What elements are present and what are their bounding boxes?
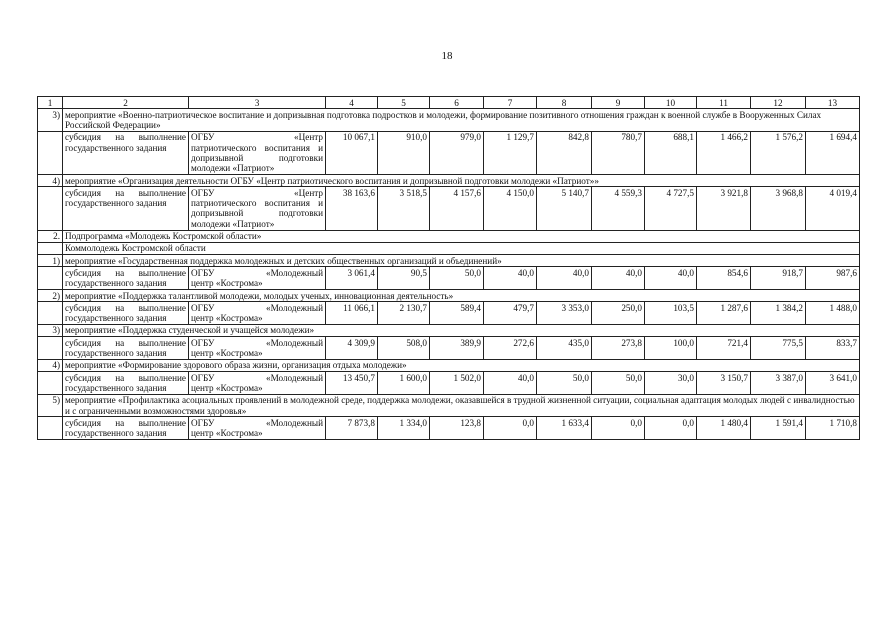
value-cell: 721,4 [697,337,751,360]
item-name: субсидия на выполнение государственного задания [63,417,189,440]
organization-name-rest: центр «Кострома» [191,313,263,324]
value-cell: 4 150,0 [484,187,537,230]
value-cell: 50,0 [592,372,645,395]
header-cell: 3 [189,97,326,109]
organization-cell [189,417,326,440]
item-name: субсидия на выполнение государственного задания [63,267,189,290]
organization-name-start: «Молодежный [265,372,323,383]
organization-type: ОГБУ [191,187,215,198]
event-row [38,230,860,242]
value-cell: 589,4 [430,302,484,325]
row-index [38,242,63,254]
row-index: 2. [38,230,63,242]
header-cell: 4 [326,97,378,109]
organization-type: ОГБУ [191,132,215,143]
value-cell: 1 384,2 [751,302,806,325]
value-cell: 3 641,0 [806,372,860,395]
value-cell: 272,6 [484,337,537,360]
header-cell: 13 [806,97,860,109]
value-cell: 780,7 [592,131,645,174]
organization-name-rest: центр «Кострома» [191,382,263,393]
value-cell: 0,0 [484,417,537,440]
empty-index-cell [38,267,63,290]
value-cell: 50,0 [537,372,592,395]
value-cell: 4 157,6 [430,187,484,230]
value-cell: 1 129,7 [484,131,537,174]
organization-name-start: «Центр [294,187,323,198]
value-cell: 3 353,0 [537,302,592,325]
value-cell: 1 480,4 [697,417,751,440]
organization-first-line [191,303,323,313]
value-cell: 1 600,0 [378,372,430,395]
value-cell: 3 518,5 [378,187,430,230]
organization-name-start: «Молодежный [265,302,323,313]
item-name: субсидия на выполнение государственного задания [63,372,189,395]
row-index: 4) [38,359,63,371]
organization-type: ОГБУ [191,372,215,383]
row-index: 3) [38,324,63,336]
header-cell: 1 [38,97,63,109]
empty-index-cell [38,187,63,230]
organization-cell [189,372,326,395]
organization-name-rest: патриотического воспитания и допризывной подготовки молодежи «Патриот» [191,142,323,174]
item-name: субсидия на выполнение государственного задания [63,131,189,174]
value-cell: 1 576,2 [751,131,806,174]
header-cell: 2 [63,97,189,109]
data-row [38,131,860,174]
item-name: субсидия на выполнение государственного задания [63,337,189,360]
organization-name-rest: патриотического воспитания и допризывной подготовки молодежи «Патриот» [191,198,323,229]
value-cell: 918,7 [751,267,806,290]
value-cell: 1 466,2 [697,131,751,174]
header-cell: 8 [537,97,592,109]
organization-first-line [191,338,323,348]
organization-name-start: «Молодежный [265,267,323,278]
value-cell: 40,0 [645,267,697,290]
organization-type: ОГБУ [191,302,215,313]
header-cell: 10 [645,97,697,109]
organization-cell [189,337,326,360]
header-cell: 12 [751,97,806,109]
event-row [38,242,860,254]
organization-first-line [191,373,323,383]
empty-index-cell [38,302,63,325]
header-cell: 5 [378,97,430,109]
value-cell: 40,0 [484,267,537,290]
value-cell: 1 334,0 [378,417,430,440]
value-cell: 842,8 [537,131,592,174]
value-cell: 389,9 [430,337,484,360]
value-cell: 3 968,8 [751,187,806,230]
event-row [38,255,860,267]
empty-index-cell [38,337,63,360]
event-title: Подпрограмма «Молодежь Костромской области» [63,230,860,242]
value-cell: 5 140,7 [537,187,592,230]
organization-cell [189,302,326,325]
event-row [38,290,860,302]
organization-cell [189,131,326,174]
organization-name-start: «Центр [294,132,323,143]
data-row [38,267,860,290]
organization-first-line [191,188,323,198]
data-row [38,372,860,395]
event-title: мероприятие «Государственная поддержка молодежных и детских общественных организаций и объединений» [63,255,860,267]
row-index: 2) [38,290,63,302]
value-cell: 0,0 [645,417,697,440]
value-cell: 1 633,4 [537,417,592,440]
value-cell: 3 150,7 [697,372,751,395]
header-cell: 7 [484,97,537,109]
value-cell: 40,0 [592,267,645,290]
value-cell: 775,5 [751,337,806,360]
event-row [38,175,860,187]
value-cell: 30,0 [645,372,697,395]
event-row [38,359,860,371]
value-cell: 1 502,0 [430,372,484,395]
value-cell: 2 130,7 [378,302,430,325]
organization-type: ОГБУ [191,267,215,278]
value-cell: 3 921,8 [697,187,751,230]
value-cell: 1 591,4 [751,417,806,440]
organization-first-line [191,132,323,142]
value-cell: 4 559,3 [592,187,645,230]
row-index: 3) [38,109,63,132]
page-number: 18 [441,50,453,62]
value-cell: 103,5 [645,302,697,325]
event-row [38,324,860,336]
row-index: 1) [38,255,63,267]
organization-name-start: «Молодежный [265,417,323,428]
value-cell: 1 710,8 [806,417,860,440]
value-cell: 1 488,0 [806,302,860,325]
value-cell: 11 066,1 [326,302,378,325]
value-cell: 3 387,0 [751,372,806,395]
event-title: мероприятие «Поддержка студенческой и учащейся молодежи» [63,324,860,336]
data-row [38,337,860,360]
data-row [38,187,860,230]
header-cell: 11 [697,97,751,109]
value-cell: 7 873,8 [326,417,378,440]
event-title: мероприятие «Военно-патриотическое воспитание и допризывная подготовка подростков и молодежи, формирование позитивного отношения граждан к военной службе в Вооруженных Силах Российской Федерации» [63,109,860,132]
value-cell: 10 067,1 [326,131,378,174]
value-cell: 435,0 [537,337,592,360]
value-cell: 4 019,4 [806,187,860,230]
budget-table [37,96,860,440]
organization-name-rest: центр «Кострома» [191,278,263,289]
value-cell: 4 309,9 [326,337,378,360]
value-cell: 1 694,4 [806,131,860,174]
item-name: субсидия на выполнение государственного задания [63,302,189,325]
value-cell: 40,0 [537,267,592,290]
value-cell: 38 163,6 [326,187,378,230]
event-title: Коммолодежь Костромской области [63,242,860,254]
header-cell: 9 [592,97,645,109]
event-title: мероприятие «Поддержка талантливой молодежи, молодых ученых, инновационная деятельность» [63,290,860,302]
data-row [38,417,860,440]
item-name: субсидия на выполнение государственного задания [63,187,189,230]
empty-index-cell [38,131,63,174]
value-cell: 1 287,6 [697,302,751,325]
row-index: 4) [38,175,63,187]
event-row [38,394,860,417]
organization-name-rest: центр «Кострома» [191,348,263,359]
value-cell: 273,8 [592,337,645,360]
value-cell: 833,7 [806,337,860,360]
value-cell: 3 061,4 [326,267,378,290]
value-cell: 979,0 [430,131,484,174]
organization-first-line [191,268,323,278]
event-title: мероприятие «Формирование здорового образа жизни, организация отдыха молодежи» [63,359,860,371]
organization-first-line [191,418,323,428]
header-cell: 6 [430,97,484,109]
organization-name-start: «Молодежный [265,337,323,348]
value-cell: 13 450,7 [326,372,378,395]
value-cell: 508,0 [378,337,430,360]
value-cell: 90,5 [378,267,430,290]
value-cell: 100,0 [645,337,697,360]
value-cell: 688,1 [645,131,697,174]
organization-name-rest: центр «Кострома» [191,428,263,439]
value-cell: 479,7 [484,302,537,325]
event-title: мероприятие «Профилактика асоциальных проявлений в молодежной среде, поддержка молодежи, оказавшейся в трудной жизненной ситуации, социальная адаптация молодых людей с инвалидностью и с ограниченными возможностями здоровья» [63,394,860,417]
value-cell: 854,6 [697,267,751,290]
empty-index-cell [38,417,63,440]
value-cell: 4 727,5 [645,187,697,230]
organization-cell [189,267,326,290]
event-title: мероприятие «Организация деятельности ОГБУ «Центр патриотического воспитания и допризывной подготовки молодежи «Патриот»» [63,175,860,187]
data-row [38,302,860,325]
organization-type: ОГБУ [191,417,215,428]
value-cell: 910,0 [378,131,430,174]
value-cell: 50,0 [430,267,484,290]
value-cell: 123,8 [430,417,484,440]
row-index: 5) [38,394,63,417]
organization-cell [189,187,326,230]
table-header-row [38,97,860,109]
organization-type: ОГБУ [191,337,215,348]
value-cell: 0,0 [592,417,645,440]
event-row [38,109,860,132]
value-cell: 250,0 [592,302,645,325]
value-cell: 987,6 [806,267,860,290]
empty-index-cell [38,372,63,395]
value-cell: 40,0 [484,372,537,395]
table-body [38,97,860,440]
